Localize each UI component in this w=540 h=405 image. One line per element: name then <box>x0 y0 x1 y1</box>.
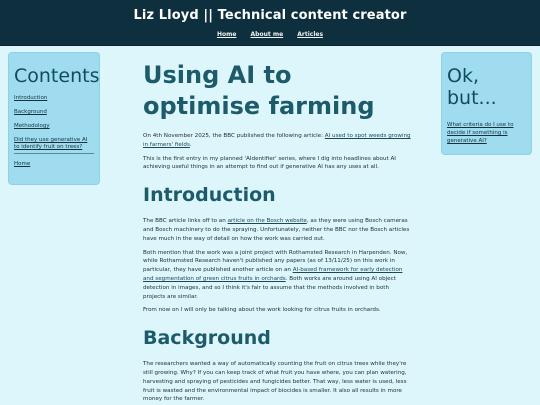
bosch-article-link[interactable]: article on the Bosch website <box>227 218 307 225</box>
contents-item-generative-ai <box>14 137 94 151</box>
nav-articles-link[interactable]: Articles <box>297 31 324 38</box>
article-paragraph-4 <box>143 249 413 302</box>
p1-text-after: . <box>189 141 192 148</box>
p1-text-before: On 4th November 2025, the BBC published the following article: <box>143 133 325 139</box>
contents-item-methodology <box>14 123 94 130</box>
contents-item-background <box>14 109 94 116</box>
criteria-link[interactable]: What criteria do I use to decide if something is generative AI? <box>447 122 514 144</box>
site-title: Liz Lloyd || Technical content creator <box>133 8 407 23</box>
contents-link-generative-ai[interactable]: Did they use generative AI to identify fruit on trees? <box>14 137 88 150</box>
article <box>143 60 413 405</box>
bbc-article-link[interactable]: AI used to spot weeds growing in farmers' fields <box>143 133 411 148</box>
ok-but-heading: Ok, but... <box>447 65 497 109</box>
article-paragraph-1 <box>143 132 413 150</box>
nav-about-link[interactable]: About me <box>250 31 284 38</box>
ok-but-sidebar <box>442 53 531 154</box>
p3-text-after: , as they were using Bosch cameras and Bosch machinery to do the spraying. Unfortunately, neither the BBC nor the Bosch articles have much in the way of detail on how the work was carried out. <box>143 218 410 242</box>
contents-list <box>14 95 94 168</box>
article-title: Using AI to optimise farming <box>143 61 375 120</box>
ai-framework-link[interactable]: AI-based framework for early detection and segmentation of green citrus fruits in orchards <box>143 267 403 282</box>
introduction-heading: Introduction <box>143 184 276 207</box>
contents-sidebar <box>9 53 99 184</box>
nav-home-link[interactable]: Home <box>216 31 237 38</box>
contents-link-methodology[interactable]: Methodology <box>14 123 50 129</box>
contents-item-introduction <box>14 95 94 102</box>
p4-text-before: Both mention that the work was a joint project with Rothamsted Research in Harpenden. Now, while Rothamsted Research haven't published any papers (as of 13/11/25) on this work in particular, they have published another article on an <box>143 249 408 274</box>
contents-link-background[interactable]: Background <box>14 109 47 115</box>
p3-text-before: The BBC article links off to an <box>143 218 228 225</box>
article-paragraph-6: The researchers wanted a way of automatically counting the fruit on citrus trees while they're still growing. Why? If you can keep track of what fruit you have where, you can plan watering, harvesting and spraying of pesticides and fungicides better. That way, less water is used, less fruit is wasted and the environmental impact of biocides is smaller. It also all results in more money for the farmer. <box>143 361 407 403</box>
contents-divider <box>14 153 94 154</box>
article-paragraph-3 <box>143 217 413 243</box>
article-paragraph-5: From now on I will only be talking about the work looking for citrus fruits in orchards. <box>143 307 381 314</box>
contents-link-home[interactable]: Home <box>14 161 31 167</box>
p4-text-after: . Both works are around using AI object detection in images, and so I think it's fair to assume that the methods involved in both projects are similar. <box>143 275 396 300</box>
top-nav <box>0 31 540 38</box>
contents-link-introduction[interactable]: Introduction <box>14 95 48 101</box>
contents-heading: Contents <box>14 65 100 87</box>
article-paragraph-2: This is the first entry in my planned 'AIdentifier' series, where I dig into headlines about AI achieving useful things in an attempt to find out if generative AI has any uses at all. <box>143 155 396 171</box>
background-heading: Background <box>143 327 271 350</box>
site-header <box>0 0 540 46</box>
contents-item-home <box>14 161 94 168</box>
